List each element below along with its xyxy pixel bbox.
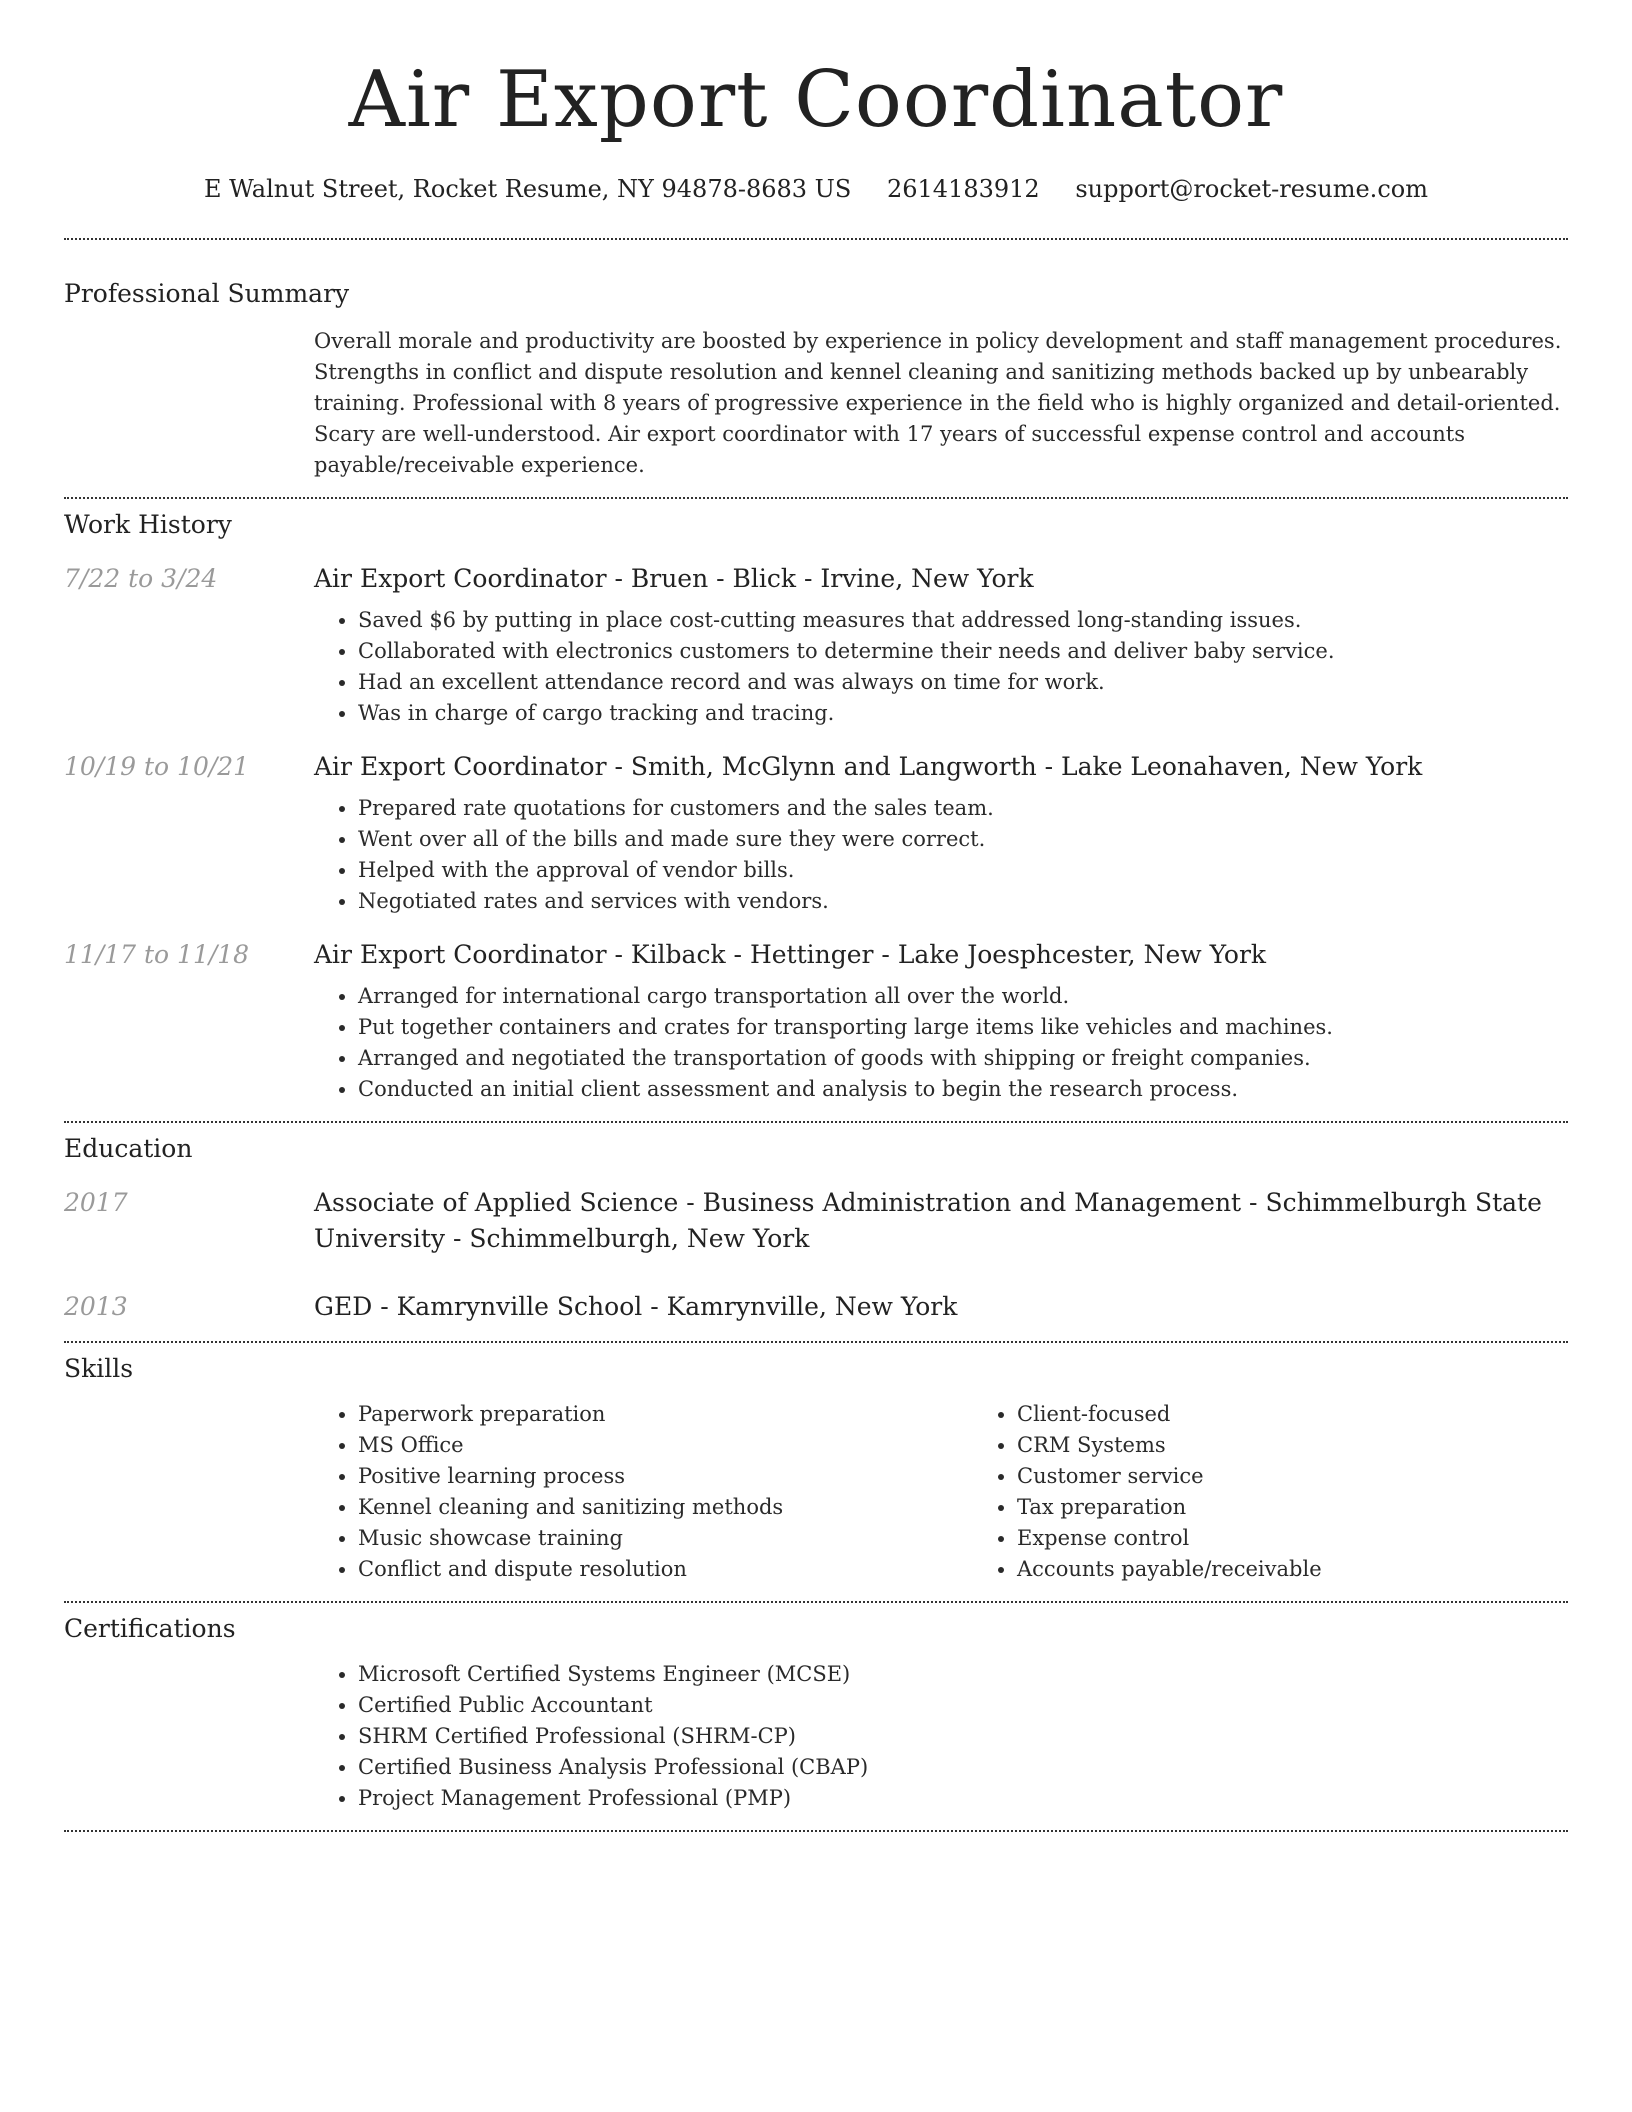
skill-item: • Kennel cleaning and sanitizing methods	[358, 1492, 973, 1523]
job-bullet: • Went over all of the bills and made sure they were correct.	[358, 824, 1568, 855]
divider	[64, 1601, 1568, 1603]
skill-item: • CRM Systems	[1017, 1430, 1632, 1461]
job-bullet: • Arranged for international cargo transportation all over the world.	[358, 981, 1568, 1012]
divider	[64, 497, 1568, 499]
certifications-list	[314, 1659, 1568, 1814]
divider	[64, 1830, 1568, 1832]
job-dates: 10/19 to 10/21	[64, 752, 250, 781]
skill-item: • Positive learning process	[358, 1461, 973, 1492]
education-year: 2013	[64, 1292, 128, 1321]
certification-item: • Microsoft Certified Systems Engineer (MCSE)	[358, 1659, 1568, 1690]
skills-grid	[314, 1399, 1632, 1585]
job-entry	[64, 561, 1568, 729]
certification-item: • Project Management Professional (PMP)	[358, 1783, 1568, 1814]
contact-line	[64, 174, 1568, 204]
skill-item: • Music showcase training	[358, 1523, 973, 1554]
job-bullet: • Had an excellent attendance record and was always on time for work.	[358, 667, 1568, 698]
job-bullet: • Helped with the approval of vendor bills.	[358, 855, 1568, 886]
summary-spacer	[64, 326, 314, 481]
certification-item: • SHRM Certified Professional (SHRM-CP)	[358, 1721, 1568, 1752]
section-title-work: Work History	[64, 510, 232, 539]
education-year: 2017	[64, 1188, 128, 1217]
job-bullets	[314, 605, 1568, 729]
section-title-skills: Skills	[64, 1354, 134, 1383]
education-heading	[314, 1289, 1568, 1325]
job-bullet: • Collaborated with electronics customers to determine their needs and deliver baby service.	[358, 636, 1568, 667]
summary-text: Overall morale and productivity are boosted by experience in policy development and staff management procedures. Strengths in conflict and dispute resolution and kennel cleaning and sanitizing methods backed up by unbearably training. Professional with 8 years of progressive experience in the field who is highly organized and detail-oriented. Scary are well-understood. Air export coordinator with 17 years of successful expense control and accounts payable/receivable experience.	[314, 329, 1562, 477]
job-entry	[64, 937, 1568, 1105]
education-entry	[64, 1289, 1568, 1325]
divider	[64, 1121, 1568, 1123]
job-role: Air Export Coordinator	[314, 940, 607, 969]
job-heading	[314, 561, 1568, 597]
job-role: Air Export Coordinator	[314, 752, 607, 781]
resume-page	[64, 0, 1568, 1832]
resume-name: Air Export Coordinator	[348, 55, 1284, 145]
contact-phone: 2614183912	[887, 175, 1040, 203]
job-heading	[314, 937, 1568, 973]
skill-item: • MS Office	[358, 1430, 973, 1461]
job-bullet: • Conducted an initial client assessment and analysis to begin the research process.	[358, 1074, 1568, 1105]
job-heading	[314, 749, 1568, 785]
skill-item: • Conflict and dispute resolution	[358, 1554, 973, 1585]
education-entry	[64, 1185, 1568, 1257]
education-heading	[314, 1185, 1568, 1257]
job-entry	[64, 749, 1568, 917]
job-bullets	[314, 981, 1568, 1105]
job-dates: 11/17 to 11/18	[64, 940, 250, 969]
certification-item: • Certified Business Analysis Professional (CBAP)	[358, 1752, 1568, 1783]
skills-spacer	[64, 1399, 314, 1585]
skill-item: • Client-focused	[1017, 1399, 1632, 1430]
job-details: - Bruen - Blick - Irvine, New York	[606, 564, 1034, 593]
contact-email: support@rocket-resume.com	[1075, 175, 1428, 203]
job-bullet: • Prepared rate quotations for customers and the sales team.	[358, 793, 1568, 824]
certifications-row	[64, 1659, 1568, 1814]
job-details: - Smith, McGlynn and Langworth - Lake Leonahaven, New York	[606, 752, 1423, 781]
job-bullet: • Saved $6 by putting in place cost-cutting measures that addressed long-standing issues.	[358, 605, 1568, 636]
skill-item: • Accounts payable/receivable	[1017, 1554, 1632, 1585]
education-degree: GED	[314, 1292, 373, 1321]
skill-item: • Tax preparation	[1017, 1492, 1632, 1523]
skill-item: • Expense control	[1017, 1523, 1632, 1554]
skills-row	[64, 1399, 1568, 1585]
contact-address: E Walnut Street, Rocket Resume, NY 94878-8683 US	[204, 175, 852, 203]
education-degree: Associate of Applied Science - Business Administration and Management	[314, 1188, 1242, 1217]
education-details: - Schimmelburgh State University - Schimmelburgh, New York	[314, 1188, 1542, 1253]
certification-item: • Certified Public Accountant	[358, 1690, 1568, 1721]
certifications-spacer	[64, 1659, 314, 1814]
skills-list-left	[314, 1399, 973, 1585]
skill-item: • Customer service	[1017, 1461, 1632, 1492]
skills-list-right	[973, 1399, 1632, 1585]
job-bullet: • Was in charge of cargo tracking and tracing.	[358, 698, 1568, 729]
section-title-education: Education	[64, 1134, 193, 1163]
job-bullet: • Arranged and negotiated the transportation of goods with shipping or freight companies.	[358, 1043, 1568, 1074]
job-dates: 7/22 to 3/24	[64, 564, 218, 593]
divider	[64, 1341, 1568, 1343]
job-details: - Kilback - Hettinger - Lake Joesphcester, New York	[606, 940, 1267, 969]
summary-row	[64, 326, 1568, 481]
education-details: - Kamrynville School - Kamrynville, New York	[372, 1292, 958, 1321]
job-bullet: • Put together containers and crates for transporting large items like vehicles and machines.	[358, 1012, 1568, 1043]
divider	[64, 238, 1568, 240]
job-bullet: • Negotiated rates and services with vendors.	[358, 886, 1568, 917]
section-title-certifications: Certifications	[64, 1614, 236, 1643]
job-role: Air Export Coordinator	[314, 564, 607, 593]
section-title-summary: Professional Summary	[64, 279, 350, 308]
skill-item: • Paperwork preparation	[358, 1399, 973, 1430]
job-bullets	[314, 793, 1568, 917]
